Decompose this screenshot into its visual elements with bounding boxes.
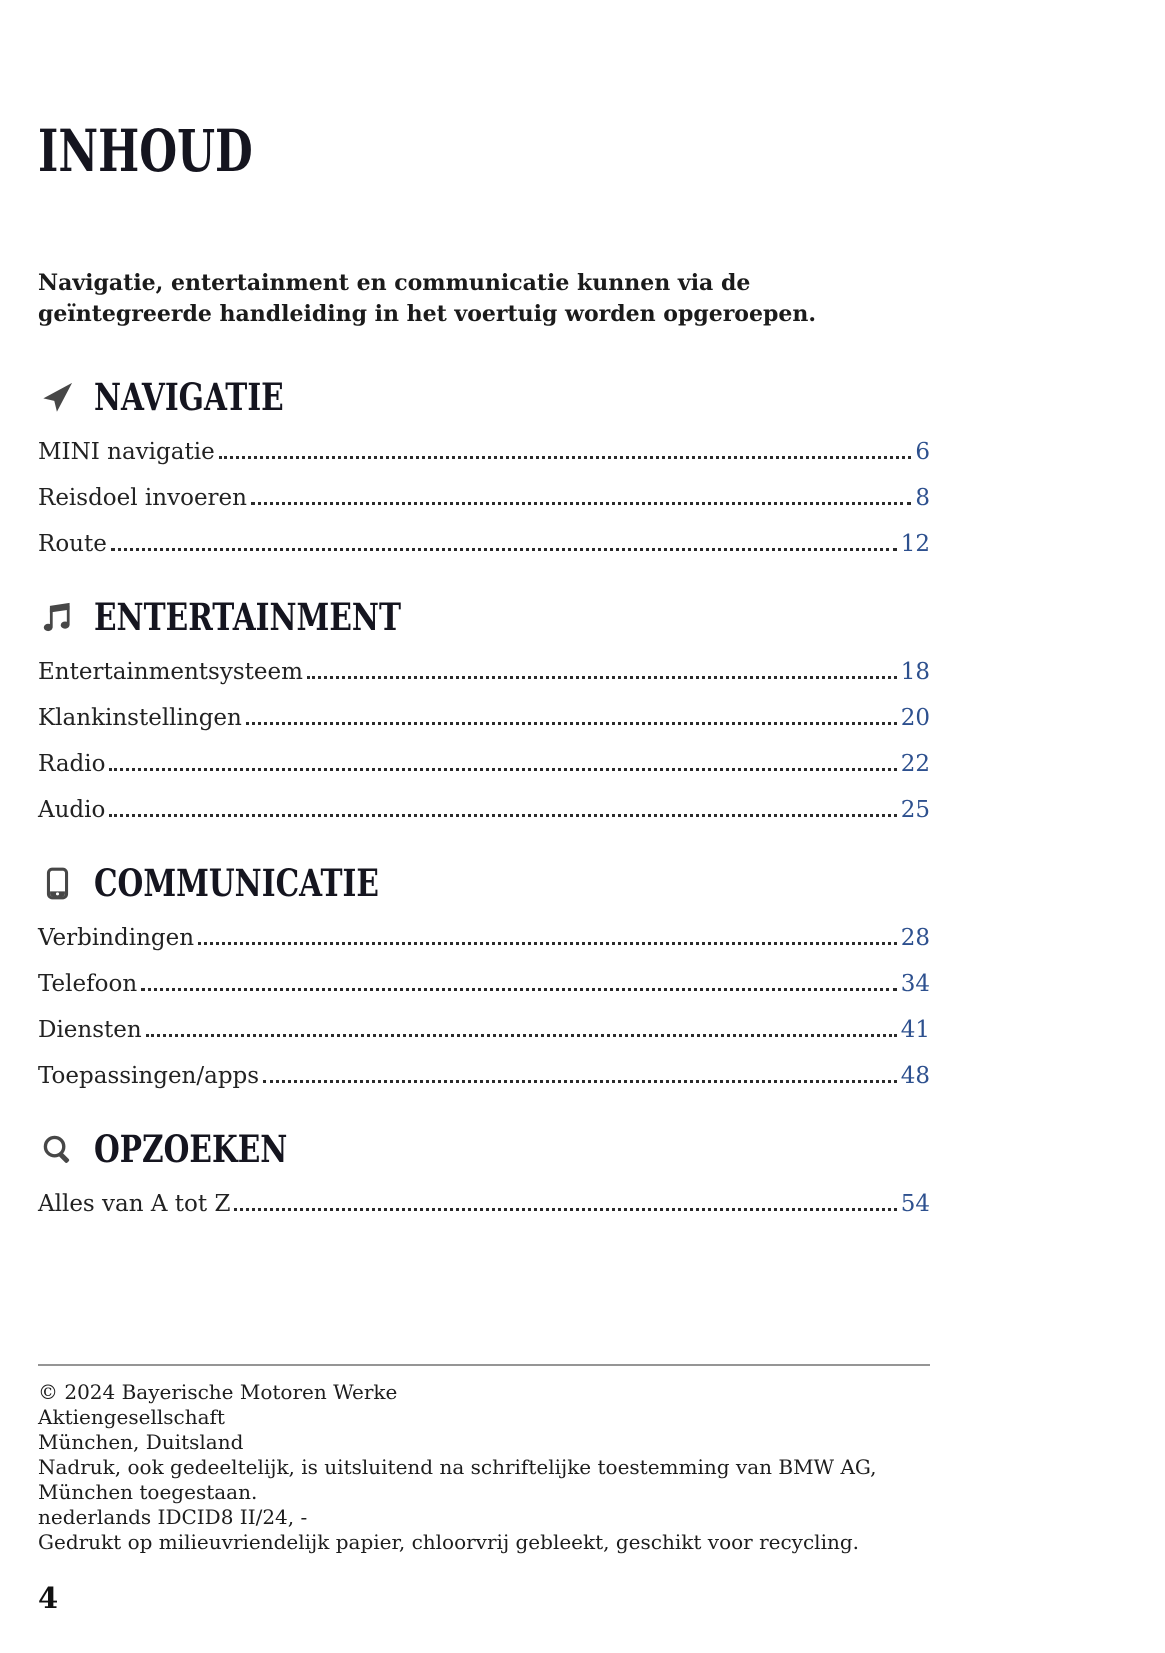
toc-entry-page-number: 20 <box>900 705 930 731</box>
dot-leader <box>111 548 897 551</box>
toc-entry-label: Radio <box>38 751 106 777</box>
footer-line: Nadruk, ook gedeeltelijk, is uitsluitend na schriftelijke toestemming van BMW AG, München toegestaan. <box>38 1455 877 1504</box>
dot-leader <box>141 988 897 991</box>
toc-section-header <box>38 1126 930 1172</box>
footer-line: nederlands IDCID8 II/24, - <box>38 1505 308 1529</box>
dot-leader <box>234 1208 896 1211</box>
footer <box>38 1364 930 1555</box>
page-number: 4 <box>38 1581 59 1615</box>
dot-leader <box>246 722 897 725</box>
smartphone-icon <box>38 864 76 902</box>
dot-leader <box>198 942 897 945</box>
dot-leader <box>219 456 912 459</box>
toc-entry[interactable] <box>38 1062 930 1090</box>
search-icon <box>38 1130 76 1168</box>
toc-entry-label: Telefoon <box>38 971 138 997</box>
toc-entry[interactable] <box>38 704 930 732</box>
toc-entry[interactable] <box>38 1016 930 1044</box>
toc-section-header <box>38 374 930 420</box>
toc-entry-label: Toepassingen/apps <box>38 1063 260 1089</box>
footer-line: © 2024 Bayerische Motoren Werke <box>38 1380 398 1404</box>
table-of-contents <box>38 374 930 1218</box>
toc-entry-page-number: 18 <box>900 659 930 685</box>
toc-entry[interactable] <box>38 438 930 466</box>
footer-lines <box>38 1380 930 1555</box>
toc-entry-label: MINI navigatie <box>38 439 215 465</box>
toc-entry[interactable] <box>38 796 930 824</box>
dot-leader <box>146 1034 897 1037</box>
toc-section <box>38 860 930 1090</box>
toc-section <box>38 594 930 824</box>
dot-leader <box>109 814 896 817</box>
toc-entry-label: Reisdoel invoeren <box>38 485 247 511</box>
dot-leader <box>109 768 896 771</box>
toc-list <box>38 438 930 558</box>
dot-leader <box>251 502 911 505</box>
dot-leader <box>307 676 897 679</box>
toc-section <box>38 1126 930 1218</box>
toc-entry[interactable] <box>38 1190 930 1218</box>
toc-section-header <box>38 860 930 906</box>
toc-entry-page-number: 25 <box>900 797 930 823</box>
toc-entry[interactable] <box>38 484 930 512</box>
toc-entry-page-number: 22 <box>900 751 930 777</box>
toc-section <box>38 374 930 558</box>
toc-entry-label: Diensten <box>38 1017 142 1043</box>
toc-entry-page-number: 41 <box>900 1017 930 1043</box>
toc-entry-label: Audio <box>38 797 106 823</box>
footer-line: Aktiengesellschaft <box>38 1405 225 1429</box>
toc-entry-page-number: 12 <box>900 531 930 557</box>
dot-leader <box>263 1080 897 1083</box>
toc-entry[interactable] <box>38 658 930 686</box>
toc-entry-label: Entertainmentsysteem <box>38 659 303 685</box>
toc-list <box>38 924 930 1090</box>
footer-line: Gedrukt op milieuvriendelijk papier, chloorvrij gebleekt, geschikt voor recycling. <box>38 1530 860 1554</box>
toc-entry[interactable] <box>38 924 930 952</box>
toc-entry-page-number: 6 <box>915 439 930 465</box>
toc-entry[interactable] <box>38 530 930 558</box>
toc-list <box>38 658 930 824</box>
toc-entry-page-number: 54 <box>900 1191 930 1217</box>
toc-section-title: ENTERTAINMENT <box>94 594 401 639</box>
toc-entry-label: Verbindingen <box>38 925 195 951</box>
toc-entry-label: Alles van A tot Z <box>38 1191 231 1217</box>
toc-list <box>38 1190 930 1218</box>
toc-entry-label: Route <box>38 531 107 557</box>
toc-entry-label: Klankinstellingen <box>38 705 242 731</box>
toc-section-title: COMMUNICATIE <box>94 860 379 905</box>
toc-section-title: NAVIGATIE <box>94 374 284 419</box>
toc-entry-page-number: 34 <box>900 971 930 997</box>
toc-entry-page-number: 28 <box>900 925 930 951</box>
toc-entry[interactable] <box>38 750 930 778</box>
toc-entry[interactable] <box>38 970 930 998</box>
intro-text: Navigatie, entertainment en communicatie kunnen via de geïntegreerde handleiding in het voertuig worden opgeroepen. <box>38 270 817 327</box>
navigation-arrow-icon <box>38 378 76 416</box>
toc-entry-page-number: 8 <box>915 485 930 511</box>
page-title: INHOUD <box>38 117 253 185</box>
toc-section-title: OPZOEKEN <box>94 1126 288 1171</box>
toc-entry-page-number: 48 <box>900 1063 930 1089</box>
music-notes-icon <box>38 598 76 636</box>
footer-line: München, Duitsland <box>38 1430 244 1454</box>
toc-section-header <box>38 594 930 640</box>
